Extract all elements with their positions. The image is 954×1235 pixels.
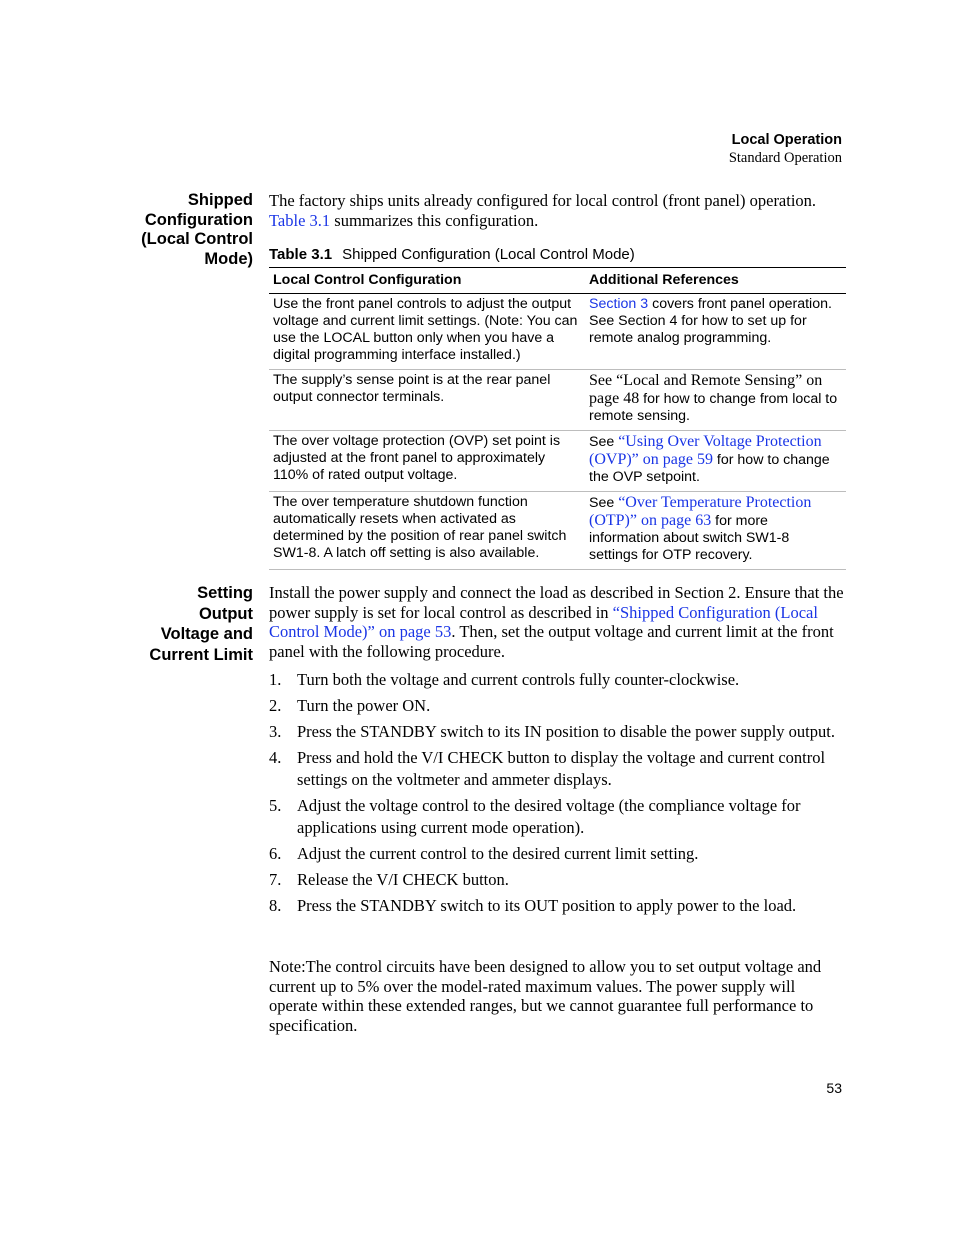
intro-text: summarizes this configuration.: [330, 210, 539, 230]
table-cell: See “Using Over Voltage Protection (OVP)” on page 59 for how to change the OVP setpoint.: [585, 431, 846, 492]
heading-line: Setting: [197, 584, 253, 602]
table-row: [269, 370, 846, 431]
table-cell: See “Over Temperature Protection (OTP)” on page 63 for more information about switch SW1-8 settings for OTP recovery.: [585, 492, 846, 570]
heading-line: Configuration: [144, 210, 253, 229]
running-header: [729, 131, 842, 167]
intro-text: . Then, set the output voltage and current limit at the front panel with the following procedure.: [269, 622, 834, 662]
table-cell: The over temperature shutdown function automatically resets when activated as determined by the position of rear panel switch SW1-8. A latch off setting is also available.: [269, 492, 585, 570]
table-cell: See “Local and Remote Sensing” on page 48 for how to change from local to remote sensing.: [585, 370, 846, 431]
note-paragraph: Note:The control circuits have been designed to allow you to set output voltage and current up to 5% over the model-rated maximum values. The power supply will operate within these extended ranges, but we cannot guarantee full performance to specification.: [269, 957, 822, 1035]
table-row: [269, 492, 846, 570]
list-item: 2. Turn the power ON.: [269, 696, 431, 715]
table-reference-link[interactable]: Table 3.1: [269, 210, 331, 230]
heading-line: Output: [198, 604, 253, 623]
shipped-configuration-table: [269, 267, 846, 570]
list-item: 4. Press and hold the V/I CHECK button to display the voltage and current control settings on the voltmeter and ammeter displays.: [269, 748, 826, 789]
section-heading-setting-output: [149, 583, 253, 665]
caption-label: Table 3.1: [269, 246, 333, 263]
table-header-row: [269, 268, 846, 294]
table-cell: Section 3 covers front panel operation. See Section 4 for how to set up for remote analog programming.: [585, 294, 846, 370]
heading-line: Shipped: [187, 191, 253, 209]
heading-line: (Local Control: [141, 230, 253, 248]
heading-line: Current Limit: [149, 645, 253, 664]
intro-text: The factory ships units already configured for local control (front panel) operation.: [269, 191, 817, 210]
list-item: 3. Press the STANDBY switch to its IN position to disable the power supply output.: [269, 722, 835, 741]
header-subtitle: Standard Operation: [728, 150, 842, 166]
table-cell: The over voltage protection (OVP) set point is adjusted at the front panel to approximately 110% of rated output voltage.: [269, 431, 585, 492]
list-item: 8. Press the STANDBY switch to its OUT position to apply power to the load.: [269, 896, 797, 915]
section-reference-link[interactable]: Section 3: [589, 296, 649, 312]
list-item: 6. Adjust the current control to the desired current limit setting.: [269, 844, 699, 863]
table-caption: [269, 245, 635, 264]
otp-reference-link[interactable]: “Over Temperature Protection (OTP)” on page 63: [589, 494, 812, 529]
ovp-reference-link[interactable]: “Using Over Voltage Protection (OVP)” on page 59: [589, 433, 822, 468]
intro-text: Install the power supply and connect the load as described in Section 2. Ensure that the power supply is set for local control as described in: [269, 583, 844, 622]
column-header: Local Control Configuration: [269, 268, 585, 294]
header-title: Local Operation: [731, 132, 842, 148]
table-cell: The supply’s sense point is at the rear panel output connector terminals.: [269, 370, 585, 431]
section2-intro: [269, 583, 844, 662]
section1-intro: [269, 191, 844, 230]
column-header: Additional References: [585, 268, 846, 294]
caption-text: Shipped Configuration (Local Control Mode): [342, 246, 635, 263]
list-item: 7. Release the V/I CHECK button.: [269, 870, 509, 889]
table-cell: Use the front panel controls to adjust the output voltage and current limit settings. (Note: You can use the LOCAL button only when you have a digital programming interface installed.): [269, 294, 585, 370]
list-item: 5. Adjust the voltage control to the desired voltage (the compliance voltage for applications using current mode operation).: [269, 796, 801, 837]
heading-line: Voltage and: [160, 625, 253, 643]
procedure-steps: [269, 669, 844, 921]
heading-line: Mode): [204, 249, 253, 268]
table-row: [269, 294, 846, 370]
list-item: 1. Turn both the voltage and current controls fully counter-clockwise.: [269, 670, 740, 689]
shipped-configuration-link[interactable]: “Shipped Configuration (Local Control Mode)” on page 53: [269, 602, 818, 642]
page-number: 53: [826, 1080, 842, 1096]
table-row: [269, 431, 846, 492]
section-heading-shipped-configuration: [141, 191, 253, 269]
